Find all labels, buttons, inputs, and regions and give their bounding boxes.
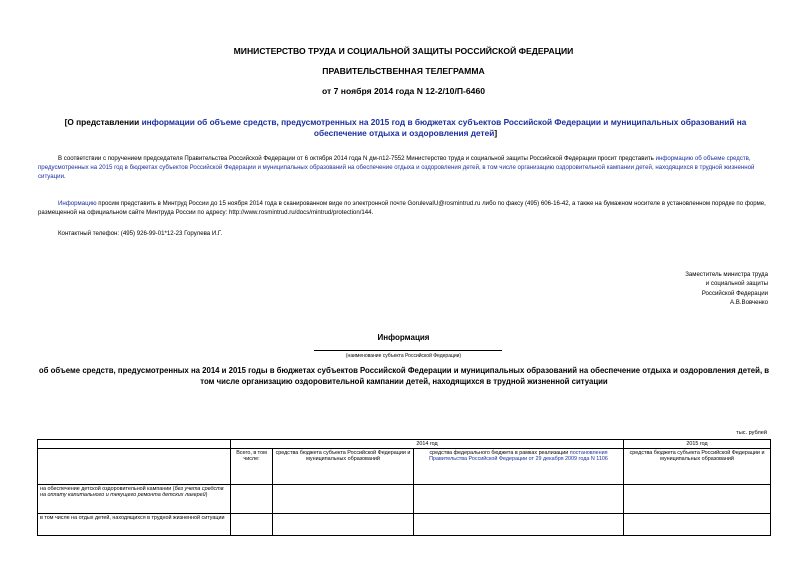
table-cell: [414, 514, 624, 536]
table-header-federal: средства федерального бюджета в рамках реализации постановления Правительства Российской Федерации от 29 декабря 2009 года N 1106: [414, 449, 624, 485]
info-heading: Информация: [377, 333, 430, 342]
ministry-title: МИНИСТЕРСТВО ТРУДА И СОЦИАЛЬНОЙ ЗАЩИТЫ РОССИЙСКОЙ ФЕДЕРАЦИИ: [233, 46, 574, 56]
unit-label: тыс. рублей: [736, 430, 767, 436]
subject-suffix: ]: [494, 128, 498, 138]
table-header-2015-regional: средства бюджета субъекта Российской Федерации и муниципальных образований: [624, 449, 771, 485]
table-header-empty: [38, 449, 231, 485]
subject-name-blank-line: [314, 350, 502, 351]
table-row: [38, 514, 771, 536]
table-header-regional: средства бюджета субъекта Российской Федерации и муниципальных образований: [273, 449, 414, 485]
table-header-row: [38, 440, 771, 449]
document-date-number: от 7 ноября 2014 года N 12-2/10/П-6460: [322, 86, 485, 96]
table-cell: [273, 485, 414, 514]
row-label-hard-situation: в том числе на отдых детей, находящихся в трудной жизненной ситуации: [38, 514, 231, 536]
funding-table: [37, 439, 771, 536]
signature-block: Заместитель министра труда и социальной защиты Российской Федерации А.В.Вовченко: [685, 271, 768, 306]
table-cell: [231, 485, 273, 514]
subject-prefix: [О представлении: [64, 117, 142, 127]
subject-link[interactable]: информации об объеме средств, предусмотренных на 2015 год в бюджетах субъектов Российской Федерации и муниципальных образований на обеспечение отдыха и оздоровления детей: [141, 117, 747, 138]
info-subtitle: об объеме средств, предусмотренных на 2014 и 2015 годы в бюджетах субъектов Российской Федерации и муниципальных образований на обеспечение отдыха и оздоровления детей, в том числе организацию оздоровительной кампании детей, находящихся в трудной жизненной ситуации: [38, 366, 770, 386]
paragraph-submission: [38, 199, 770, 217]
signatory-name: А.В.Вовченко: [730, 298, 768, 306]
table-row: [38, 485, 771, 514]
document-subject: [38, 117, 773, 139]
table-cell: [231, 514, 273, 536]
table-header-2015: 2015 год: [624, 440, 771, 449]
table-cell: [624, 514, 771, 536]
paragraph-request-text: В соответствии с поручением председателя Правительства Российской Федерации от 6 октября 2014 года N дм-п12-7552 Министерство труда и социальной защиты Российской Федерации просит представить: [58, 155, 656, 162]
table-header-empty: [38, 440, 231, 449]
table-subheader-row: [38, 449, 771, 485]
document-type: ПРАВИТЕЛЬСТВЕННАЯ ТЕЛЕГРАММА: [322, 66, 485, 76]
table-cell: [273, 514, 414, 536]
row-label-campaign: на обеспечение детской оздоровительной кампании (без учета средств на оплату капитального и текущего ремонта детских лагерей): [38, 485, 231, 514]
paragraph-submission-text: просим представить в Минтруд России до 15 ноября 2014 года в сканированном виде по электронной почте GorulevaIU@rosmintrud.ru либо по факсу (495) 606-16-42, а также на бумажном носителе в установленном порядке по форме, размещенной на официальном сайте Минтруда России по адресу: http://www.rosmintrud.ru/docs/mintrud/protection/144.: [38, 200, 766, 217]
paragraph-submission-link[interactable]: Информацию: [58, 200, 97, 207]
federal-decree-link[interactable]: постановления Правительства Российской Федерации от 29 декабря 2009 года N 1106: [429, 450, 608, 462]
contact-phone: Контактный телефон: (495) 926-99-01*12-23 Горулева И.Г.: [58, 230, 223, 237]
table-header-2014: 2014 год: [231, 440, 624, 449]
table-cell: [624, 485, 771, 514]
table-cell: [414, 485, 624, 514]
subject-name-caption: (наименование субъекта Российской Федерации): [345, 353, 462, 359]
table-header-total: Всего, в том числе:: [231, 449, 273, 485]
paragraph-request: В соответствии с поручением председателя Правительства Российской Федерации от 6 октября 2014 года N дм-п12-7552 Министерство труда и социальной защиты Российской Федерации просит представить информацию об объеме средств, предусмотренных на 2015 год в бюджетах субъектов Российской Федерации и муниципальных образований на обеспечение отдыха и оздоровления детей, в том числе организацию оздоровительной кампании детей, находящихся в трудной жизненной ситуации.: [38, 155, 755, 181]
paragraph-request-link[interactable]: информацию об объеме средств, предусмотренных на 2015 год в бюджетах субъектов Российской Федерации и муниципальных образований на обеспечение отдыха и оздоровления детей, в том числе организацию оздоровительной кампании детей, находящихся в трудной жизненной ситуации: [38, 155, 755, 181]
